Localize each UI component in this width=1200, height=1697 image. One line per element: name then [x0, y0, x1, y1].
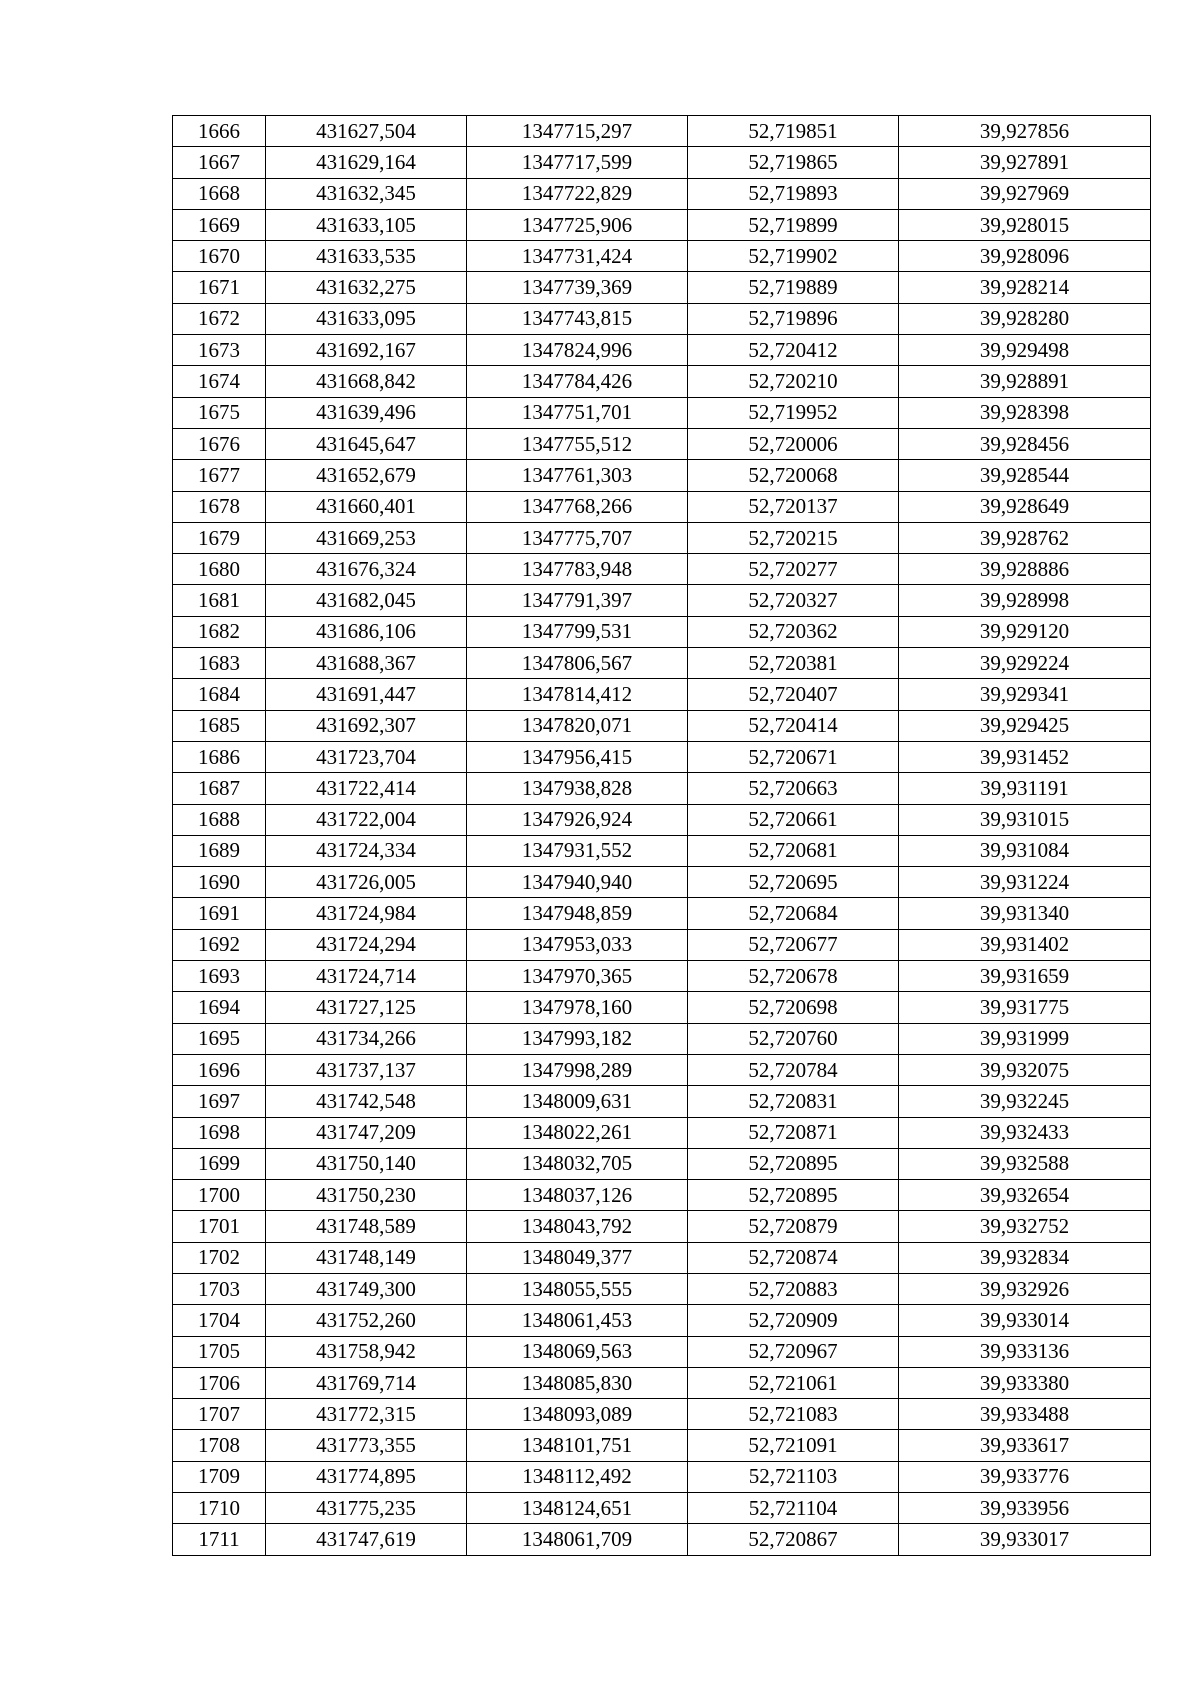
longitude-cell: 39,928891: [899, 366, 1151, 397]
point-number-cell: 1701: [173, 1211, 266, 1242]
longitude-cell: 39,931084: [899, 835, 1151, 866]
table-row: [173, 1461, 1151, 1492]
longitude-cell: 39,931191: [899, 773, 1151, 804]
point-number-cell: 1689: [173, 835, 266, 866]
table-row: [173, 1211, 1151, 1242]
longitude-cell: 39,928015: [899, 209, 1151, 240]
latitude-cell: 52,720760: [688, 1023, 899, 1054]
latitude-cell: 52,720784: [688, 1054, 899, 1085]
latitude-cell: 52,720831: [688, 1086, 899, 1117]
x-coordinate-cell: 431774,895: [266, 1461, 467, 1492]
longitude-cell: 39,932654: [899, 1180, 1151, 1211]
x-coordinate-cell: 431692,167: [266, 335, 467, 366]
y-coordinate-cell: 1347799,531: [467, 616, 688, 647]
table-row: [173, 1086, 1151, 1117]
y-coordinate-cell: 1347998,289: [467, 1054, 688, 1085]
table-row: [173, 585, 1151, 616]
latitude-cell: 52,720967: [688, 1336, 899, 1367]
point-number-cell: 1690: [173, 867, 266, 898]
latitude-cell: 52,720412: [688, 335, 899, 366]
longitude-cell: 39,928544: [899, 460, 1151, 491]
latitude-cell: 52,720879: [688, 1211, 899, 1242]
table-row: [173, 1273, 1151, 1304]
table-row: [173, 1305, 1151, 1336]
latitude-cell: 52,720874: [688, 1242, 899, 1273]
point-number-cell: 1684: [173, 679, 266, 710]
latitude-cell: 52,721091: [688, 1430, 899, 1461]
y-coordinate-cell: 1348061,453: [467, 1305, 688, 1336]
longitude-cell: 39,928280: [899, 303, 1151, 334]
coordinates-table: [172, 115, 1151, 1556]
latitude-cell: 52,720068: [688, 460, 899, 491]
x-coordinate-cell: 431692,307: [266, 710, 467, 741]
longitude-cell: 39,932245: [899, 1086, 1151, 1117]
point-number-cell: 1698: [173, 1117, 266, 1148]
y-coordinate-cell: 1347743,815: [467, 303, 688, 334]
point-number-cell: 1681: [173, 585, 266, 616]
table-row: [173, 460, 1151, 491]
longitude-cell: 39,933380: [899, 1367, 1151, 1398]
point-number-cell: 1682: [173, 616, 266, 647]
x-coordinate-cell: 431652,679: [266, 460, 467, 491]
latitude-cell: 52,721061: [688, 1367, 899, 1398]
table-row: [173, 1524, 1151, 1555]
longitude-cell: 39,929341: [899, 679, 1151, 710]
latitude-cell: 52,720678: [688, 961, 899, 992]
x-coordinate-cell: 431691,447: [266, 679, 467, 710]
x-coordinate-cell: 431749,300: [266, 1273, 467, 1304]
latitude-cell: 52,720327: [688, 585, 899, 616]
latitude-cell: 52,720895: [688, 1148, 899, 1179]
latitude-cell: 52,720883: [688, 1273, 899, 1304]
latitude-cell: 52,719952: [688, 397, 899, 428]
longitude-cell: 39,932433: [899, 1117, 1151, 1148]
point-number-cell: 1699: [173, 1148, 266, 1179]
x-coordinate-cell: 431726,005: [266, 867, 467, 898]
x-coordinate-cell: 431737,137: [266, 1054, 467, 1085]
latitude-cell: 52,720681: [688, 835, 899, 866]
table-row: [173, 116, 1151, 147]
point-number-cell: 1673: [173, 335, 266, 366]
table-row: [173, 867, 1151, 898]
table-row: [173, 491, 1151, 522]
x-coordinate-cell: 431633,095: [266, 303, 467, 334]
longitude-cell: 39,932752: [899, 1211, 1151, 1242]
longitude-cell: 39,933014: [899, 1305, 1151, 1336]
x-coordinate-cell: 431769,714: [266, 1367, 467, 1398]
latitude-cell: 52,720871: [688, 1117, 899, 1148]
y-coordinate-cell: 1348037,126: [467, 1180, 688, 1211]
table-row: [173, 272, 1151, 303]
table-row: [173, 1493, 1151, 1524]
point-number-cell: 1670: [173, 241, 266, 272]
y-coordinate-cell: 1347940,940: [467, 867, 688, 898]
latitude-cell: 52,719893: [688, 178, 899, 209]
x-coordinate-cell: 431750,230: [266, 1180, 467, 1211]
x-coordinate-cell: 431633,535: [266, 241, 467, 272]
point-number-cell: 1703: [173, 1273, 266, 1304]
point-number-cell: 1702: [173, 1242, 266, 1273]
point-number-cell: 1668: [173, 178, 266, 209]
x-coordinate-cell: 431688,367: [266, 648, 467, 679]
longitude-cell: 39,933017: [899, 1524, 1151, 1555]
table-row: [173, 741, 1151, 772]
y-coordinate-cell: 1348043,792: [467, 1211, 688, 1242]
longitude-cell: 39,931659: [899, 961, 1151, 992]
x-coordinate-cell: 431772,315: [266, 1399, 467, 1430]
longitude-cell: 39,927969: [899, 178, 1151, 209]
table-row: [173, 679, 1151, 710]
x-coordinate-cell: 431724,714: [266, 961, 467, 992]
x-coordinate-cell: 431668,842: [266, 366, 467, 397]
x-coordinate-cell: 431750,140: [266, 1148, 467, 1179]
table-row: [173, 1367, 1151, 1398]
longitude-cell: 39,931340: [899, 898, 1151, 929]
y-coordinate-cell: 1347824,996: [467, 335, 688, 366]
y-coordinate-cell: 1348022,261: [467, 1117, 688, 1148]
table-row: [173, 397, 1151, 428]
y-coordinate-cell: 1347775,707: [467, 522, 688, 553]
y-coordinate-cell: 1347931,552: [467, 835, 688, 866]
latitude-cell: 52,720867: [688, 1524, 899, 1555]
latitude-cell: 52,719902: [688, 241, 899, 272]
x-coordinate-cell: 431747,619: [266, 1524, 467, 1555]
longitude-cell: 39,928214: [899, 272, 1151, 303]
latitude-cell: 52,719851: [688, 116, 899, 147]
point-number-cell: 1694: [173, 992, 266, 1023]
table-row: [173, 178, 1151, 209]
y-coordinate-cell: 1347938,828: [467, 773, 688, 804]
longitude-cell: 39,933617: [899, 1430, 1151, 1461]
x-coordinate-cell: 431775,235: [266, 1493, 467, 1524]
longitude-cell: 39,931224: [899, 867, 1151, 898]
longitude-cell: 39,931775: [899, 992, 1151, 1023]
y-coordinate-cell: 1348009,631: [467, 1086, 688, 1117]
x-coordinate-cell: 431629,164: [266, 147, 467, 178]
point-number-cell: 1697: [173, 1086, 266, 1117]
longitude-cell: 39,927856: [899, 116, 1151, 147]
longitude-cell: 39,933136: [899, 1336, 1151, 1367]
point-number-cell: 1679: [173, 522, 266, 553]
point-number-cell: 1693: [173, 961, 266, 992]
longitude-cell: 39,933956: [899, 1493, 1151, 1524]
table-row: [173, 710, 1151, 741]
latitude-cell: 52,720677: [688, 929, 899, 960]
x-coordinate-cell: 431633,105: [266, 209, 467, 240]
latitude-cell: 52,720006: [688, 428, 899, 459]
longitude-cell: 39,931452: [899, 741, 1151, 772]
latitude-cell: 52,720663: [688, 773, 899, 804]
point-number-cell: 1688: [173, 804, 266, 835]
table-row: [173, 366, 1151, 397]
point-number-cell: 1675: [173, 397, 266, 428]
point-number-cell: 1704: [173, 1305, 266, 1336]
point-number-cell: 1680: [173, 554, 266, 585]
table-row: [173, 992, 1151, 1023]
point-number-cell: 1706: [173, 1367, 266, 1398]
y-coordinate-cell: 1347783,948: [467, 554, 688, 585]
y-coordinate-cell: 1347948,859: [467, 898, 688, 929]
longitude-cell: 39,932834: [899, 1242, 1151, 1273]
longitude-cell: 39,933776: [899, 1461, 1151, 1492]
longitude-cell: 39,929224: [899, 648, 1151, 679]
y-coordinate-cell: 1347806,567: [467, 648, 688, 679]
point-number-cell: 1674: [173, 366, 266, 397]
longitude-cell: 39,928096: [899, 241, 1151, 272]
table-row: [173, 1399, 1151, 1430]
table-row: [173, 522, 1151, 553]
y-coordinate-cell: 1347814,412: [467, 679, 688, 710]
y-coordinate-cell: 1347761,303: [467, 460, 688, 491]
table-row: [173, 1054, 1151, 1085]
longitude-cell: 39,929425: [899, 710, 1151, 741]
x-coordinate-cell: 431748,589: [266, 1211, 467, 1242]
y-coordinate-cell: 1347791,397: [467, 585, 688, 616]
y-coordinate-cell: 1348069,563: [467, 1336, 688, 1367]
y-coordinate-cell: 1347993,182: [467, 1023, 688, 1054]
y-coordinate-cell: 1348124,651: [467, 1493, 688, 1524]
longitude-cell: 39,928998: [899, 585, 1151, 616]
latitude-cell: 52,719889: [688, 272, 899, 303]
point-number-cell: 1707: [173, 1399, 266, 1430]
table-row: [173, 648, 1151, 679]
longitude-cell: 39,928886: [899, 554, 1151, 585]
latitude-cell: 52,720909: [688, 1305, 899, 1336]
y-coordinate-cell: 1348101,751: [467, 1430, 688, 1461]
point-number-cell: 1669: [173, 209, 266, 240]
y-coordinate-cell: 1348049,377: [467, 1242, 688, 1273]
latitude-cell: 52,720137: [688, 491, 899, 522]
x-coordinate-cell: 431627,504: [266, 116, 467, 147]
point-number-cell: 1708: [173, 1430, 266, 1461]
point-number-cell: 1677: [173, 460, 266, 491]
longitude-cell: 39,933488: [899, 1399, 1151, 1430]
latitude-cell: 52,720277: [688, 554, 899, 585]
table-row: [173, 1242, 1151, 1273]
y-coordinate-cell: 1347755,512: [467, 428, 688, 459]
table-row: [173, 209, 1151, 240]
table-row: [173, 1430, 1151, 1461]
latitude-cell: 52,720698: [688, 992, 899, 1023]
x-coordinate-cell: 431758,942: [266, 1336, 467, 1367]
latitude-cell: 52,721083: [688, 1399, 899, 1430]
x-coordinate-cell: 431639,496: [266, 397, 467, 428]
point-number-cell: 1667: [173, 147, 266, 178]
table-row: [173, 804, 1151, 835]
table-row: [173, 929, 1151, 960]
latitude-cell: 52,720684: [688, 898, 899, 929]
latitude-cell: 52,720407: [688, 679, 899, 710]
latitude-cell: 52,720210: [688, 366, 899, 397]
table-row: [173, 1023, 1151, 1054]
longitude-cell: 39,932075: [899, 1054, 1151, 1085]
point-number-cell: 1672: [173, 303, 266, 334]
y-coordinate-cell: 1348112,492: [467, 1461, 688, 1492]
latitude-cell: 52,720661: [688, 804, 899, 835]
y-coordinate-cell: 1347731,424: [467, 241, 688, 272]
latitude-cell: 52,720695: [688, 867, 899, 898]
longitude-cell: 39,931015: [899, 804, 1151, 835]
x-coordinate-cell: 431632,345: [266, 178, 467, 209]
point-number-cell: 1676: [173, 428, 266, 459]
y-coordinate-cell: 1348061,709: [467, 1524, 688, 1555]
point-number-cell: 1705: [173, 1336, 266, 1367]
point-number-cell: 1696: [173, 1054, 266, 1085]
point-number-cell: 1685: [173, 710, 266, 741]
y-coordinate-cell: 1347956,415: [467, 741, 688, 772]
latitude-cell: 52,721104: [688, 1493, 899, 1524]
point-number-cell: 1687: [173, 773, 266, 804]
latitude-cell: 52,720671: [688, 741, 899, 772]
x-coordinate-cell: 431632,275: [266, 272, 467, 303]
longitude-cell: 39,931999: [899, 1023, 1151, 1054]
y-coordinate-cell: 1347784,426: [467, 366, 688, 397]
latitude-cell: 52,719896: [688, 303, 899, 334]
x-coordinate-cell: 431724,984: [266, 898, 467, 929]
longitude-cell: 39,932926: [899, 1273, 1151, 1304]
longitude-cell: 39,928762: [899, 522, 1151, 553]
table-row: [173, 428, 1151, 459]
x-coordinate-cell: 431722,004: [266, 804, 467, 835]
y-coordinate-cell: 1347953,033: [467, 929, 688, 960]
longitude-cell: 39,931402: [899, 929, 1151, 960]
x-coordinate-cell: 431676,324: [266, 554, 467, 585]
y-coordinate-cell: 1347970,365: [467, 961, 688, 992]
point-number-cell: 1691: [173, 898, 266, 929]
x-coordinate-cell: 431734,266: [266, 1023, 467, 1054]
y-coordinate-cell: 1347717,599: [467, 147, 688, 178]
table-row: [173, 1336, 1151, 1367]
y-coordinate-cell: 1347751,701: [467, 397, 688, 428]
x-coordinate-cell: 431724,334: [266, 835, 467, 866]
table-row: [173, 241, 1151, 272]
point-number-cell: 1692: [173, 929, 266, 960]
table-row: [173, 303, 1151, 334]
table-row: [173, 961, 1151, 992]
latitude-cell: 52,720362: [688, 616, 899, 647]
point-number-cell: 1709: [173, 1461, 266, 1492]
y-coordinate-cell: 1347739,369: [467, 272, 688, 303]
y-coordinate-cell: 1348085,830: [467, 1367, 688, 1398]
y-coordinate-cell: 1347715,297: [467, 116, 688, 147]
y-coordinate-cell: 1348093,089: [467, 1399, 688, 1430]
table-row: [173, 773, 1151, 804]
coordinates-table-body: [173, 116, 1151, 1556]
x-coordinate-cell: 431747,209: [266, 1117, 467, 1148]
y-coordinate-cell: 1348032,705: [467, 1148, 688, 1179]
latitude-cell: 52,720215: [688, 522, 899, 553]
point-number-cell: 1686: [173, 741, 266, 772]
y-coordinate-cell: 1347722,829: [467, 178, 688, 209]
table-row: [173, 554, 1151, 585]
table-row: [173, 335, 1151, 366]
point-number-cell: 1711: [173, 1524, 266, 1555]
point-number-cell: 1695: [173, 1023, 266, 1054]
x-coordinate-cell: 431660,401: [266, 491, 467, 522]
longitude-cell: 39,928456: [899, 428, 1151, 459]
table-row: [173, 835, 1151, 866]
point-number-cell: 1710: [173, 1493, 266, 1524]
table-row: [173, 1180, 1151, 1211]
longitude-cell: 39,932588: [899, 1148, 1151, 1179]
point-number-cell: 1683: [173, 648, 266, 679]
x-coordinate-cell: 431686,106: [266, 616, 467, 647]
x-coordinate-cell: 431773,355: [266, 1430, 467, 1461]
y-coordinate-cell: 1347725,906: [467, 209, 688, 240]
point-number-cell: 1678: [173, 491, 266, 522]
point-number-cell: 1700: [173, 1180, 266, 1211]
longitude-cell: 39,927891: [899, 147, 1151, 178]
point-number-cell: 1671: [173, 272, 266, 303]
longitude-cell: 39,929120: [899, 616, 1151, 647]
latitude-cell: 52,719899: [688, 209, 899, 240]
y-coordinate-cell: 1348055,555: [467, 1273, 688, 1304]
table-row: [173, 147, 1151, 178]
longitude-cell: 39,928649: [899, 491, 1151, 522]
x-coordinate-cell: 431748,149: [266, 1242, 467, 1273]
longitude-cell: 39,929498: [899, 335, 1151, 366]
x-coordinate-cell: 431723,704: [266, 741, 467, 772]
y-coordinate-cell: 1347820,071: [467, 710, 688, 741]
y-coordinate-cell: 1347978,160: [467, 992, 688, 1023]
latitude-cell: 52,719865: [688, 147, 899, 178]
x-coordinate-cell: 431669,253: [266, 522, 467, 553]
point-number-cell: 1666: [173, 116, 266, 147]
longitude-cell: 39,928398: [899, 397, 1151, 428]
latitude-cell: 52,720895: [688, 1180, 899, 1211]
x-coordinate-cell: 431727,125: [266, 992, 467, 1023]
table-row: [173, 898, 1151, 929]
y-coordinate-cell: 1347926,924: [467, 804, 688, 835]
y-coordinate-cell: 1347768,266: [467, 491, 688, 522]
x-coordinate-cell: 431645,647: [266, 428, 467, 459]
latitude-cell: 52,720381: [688, 648, 899, 679]
x-coordinate-cell: 431722,414: [266, 773, 467, 804]
x-coordinate-cell: 431682,045: [266, 585, 467, 616]
table-row: [173, 1148, 1151, 1179]
x-coordinate-cell: 431752,260: [266, 1305, 467, 1336]
latitude-cell: 52,721103: [688, 1461, 899, 1492]
table-row: [173, 616, 1151, 647]
latitude-cell: 52,720414: [688, 710, 899, 741]
x-coordinate-cell: 431742,548: [266, 1086, 467, 1117]
table-row: [173, 1117, 1151, 1148]
x-coordinate-cell: 431724,294: [266, 929, 467, 960]
